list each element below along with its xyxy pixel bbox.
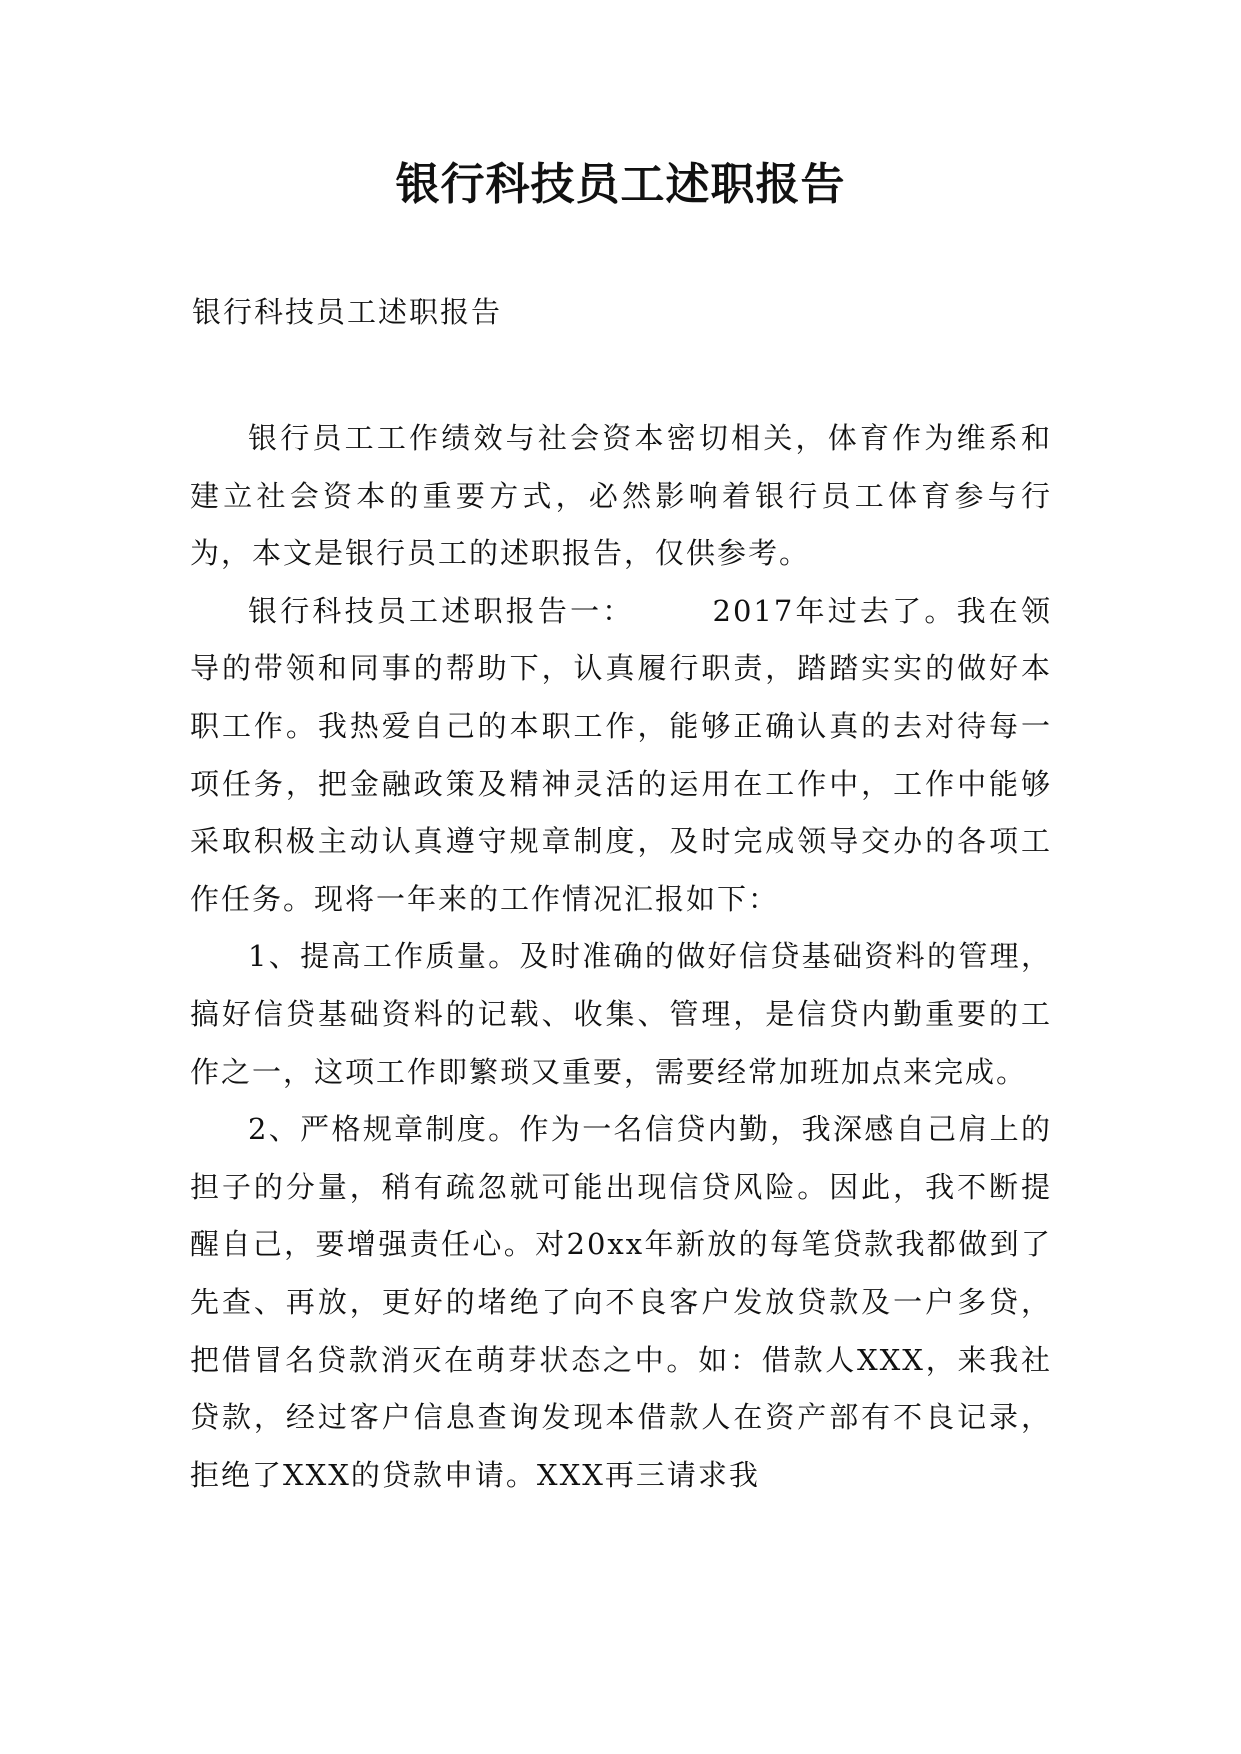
paragraph-item-2: 2、严格规章制度。作为一名信贷内勤，我深感自己肩上的担子的分量，稍有疏忽就可能出现信贷风险。因此，我不断提醒自己，要增强责任心。对20xx年新放的每笔贷款我都做到了先查、再放，更好的堵绝了向不良客户发放贷款及一户多贷，把借冒名贷款消灭在萌芽状态之中。如：借款人XXX，来我社贷款，经过客户信息查询发现本借款人在资产部有不良记录，拒绝了XXX的贷款申请。XXX再三请求我 [190,1112,1052,1492]
paragraph-report-one [190,583,1052,929]
document-body [190,410,1052,1504]
paragraph-item-1: 1、提高工作质量。及时准确的做好信贷基础资料的管理，搞好信贷基础资料的记载、收集、管理，是信贷内勤重要的工作之一，这项工作即繁琐又重要，需要经常加班加点来完成。 [190,939,1052,1089]
report-one-heading: 银行科技员工述职报告一： [248,593,635,628]
paragraph-intro: 银行员工工作绩效与社会资本密切相关，体育作为维系和建立社会资本的重要方式，必然影响着银行员工体育参与行为，本文是银行员工的述职报告，仅供参考。 [190,421,1052,571]
report-one-body: 2017年过去了。我在领导的带领和同事的帮助下，认真履行职责，踏踏实实的做好本职工作。我热爱自己的本职工作，能够正确认真的去对待每一项任务，把金融政策及精神灵活的运用在工作中，工作中能够采取积极主动认真遵守规章制度，及时完成领导交办的各项工作任务。现将一年来的工作情况汇报如下： [190,593,1052,916]
document-title: 银行科技员工述职报告 [395,159,846,210]
document-subtitle: 银行科技员工述职报告 [192,295,503,329]
